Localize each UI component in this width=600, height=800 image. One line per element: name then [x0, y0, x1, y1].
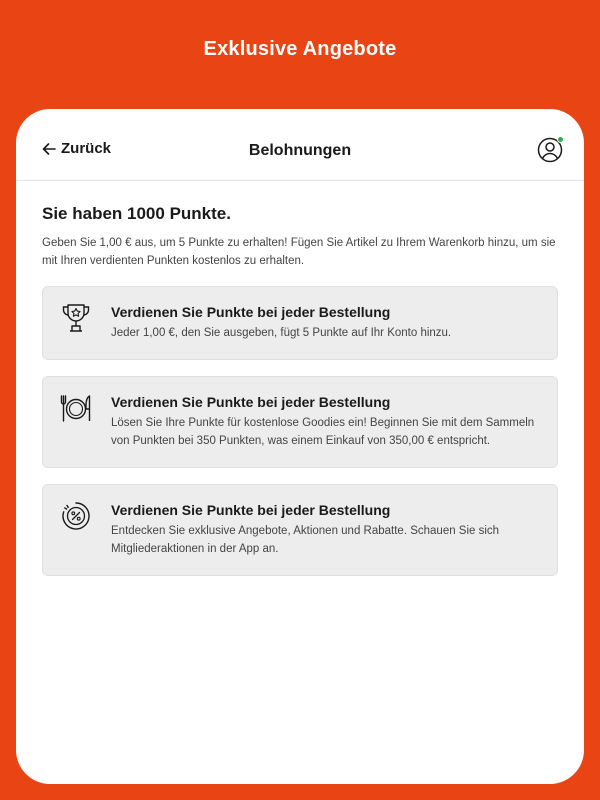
card-title: Verdienen Sie Punkte bei jeder Bestellung: [111, 501, 391, 518]
card-title: Verdienen Sie Punkte bei jeder Bestellung: [111, 304, 391, 320]
discount-badge-icon: [59, 499, 93, 533]
card-text: Lösen Sie Ihre Punkte für kostenlose Goodies ein! Beginnen Sie mit dem Sammeln von Punkten bei 350 Punkten, was einem Einkauf von 350,00 € entspricht.: [111, 416, 535, 447]
profile-button[interactable]: [537, 137, 563, 163]
plate-cutlery-icon: [59, 391, 93, 425]
points-title: Sie haben 1000 Punkte.: [42, 204, 231, 223]
app-header: [16, 109, 584, 181]
card-text: Entdecken Sie exklusive Angebote, Aktionen und Rabatte. Schauen Sie sich Mitgliederaktionen in der App an.: [111, 524, 500, 555]
rewards-screen: [16, 109, 584, 784]
card-title: Verdienen Sie Punkte bei jeder Bestellung: [111, 393, 391, 410]
page-title: Belohnungen: [248, 142, 352, 159]
card-text: Jeder 1,00 €, den Sie ausgeben, fügt 5 Punkte auf Ihr Konto hinzu.: [111, 327, 452, 339]
reward-card-1: [42, 286, 558, 360]
reward-card-3: [42, 484, 558, 576]
points-description: Geben Sie 1,00 € aus, um 5 Punkte zu erhalten! Fügen Sie Artikel zu Ihrem Warenkorb hinzu, um sie mit Ihren verdienten Punkten kostenlos zu erhalten.: [42, 237, 556, 267]
back-label: Zurück: [61, 140, 112, 157]
reward-card-2: [42, 376, 558, 468]
trophy-icon: [59, 301, 93, 335]
banner-title: Exklusive Angebote: [203, 38, 397, 60]
rewards-content: [16, 181, 584, 576]
online-status-dot: [557, 136, 564, 143]
